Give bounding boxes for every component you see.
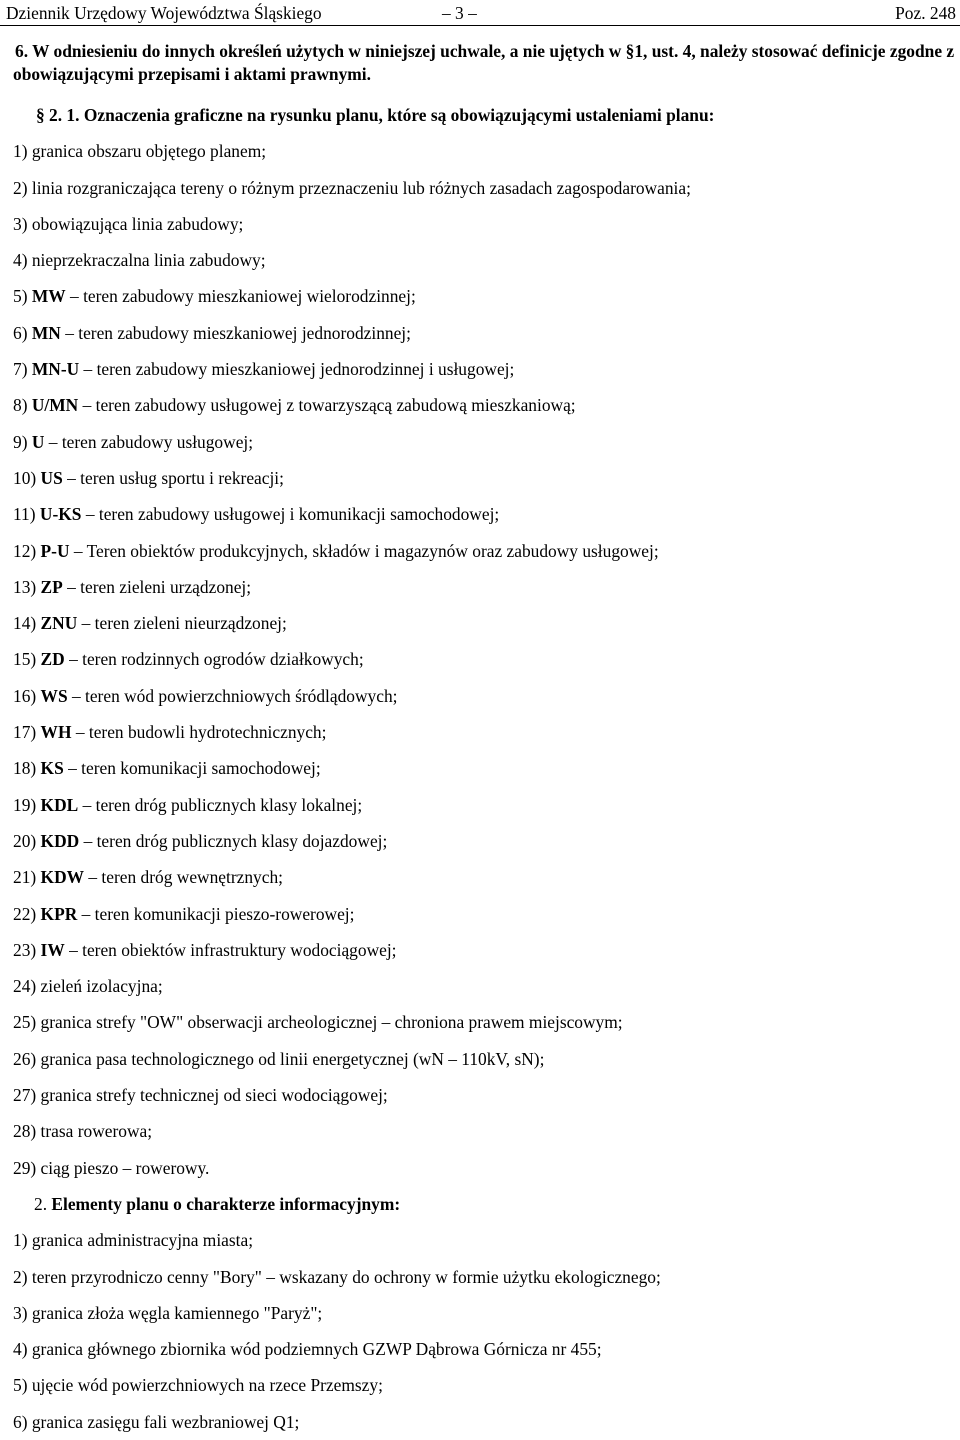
list-item	[13, 678, 960, 714]
item-text: ciąg pieszo – rowerowy.	[40, 1157, 210, 1178]
item-number: 13)	[13, 576, 37, 597]
zone-code: ZNU	[40, 613, 78, 634]
item-number: 11)	[13, 504, 36, 525]
item-number: 8)	[13, 395, 28, 416]
list-item	[13, 278, 960, 314]
item-text: – teren zieleni nieurządzonej;	[81, 613, 287, 634]
item-number: 29)	[13, 1157, 37, 1178]
item-text: ujęcie wód powierzchniowych na rzece Przemszy;	[31, 1375, 383, 1396]
item-text: granica zasięgu fali wezbraniowej Q1;	[31, 1411, 300, 1432]
item-number: 22)	[13, 903, 37, 924]
list-item	[13, 533, 960, 569]
zone-code: KPR	[40, 903, 78, 924]
journal-title: Dziennik Urzędowy Województwa Śląskiego	[6, 3, 322, 23]
zone-code: ZD	[40, 649, 65, 670]
item-text: granica strefy "OW" obserwacji archeologicznej – chroniona prawem miejscowym;	[40, 1012, 623, 1033]
zone-code: KS	[40, 758, 64, 779]
list-item	[13, 1295, 960, 1331]
item-number: 28)	[13, 1121, 37, 1142]
item-text: – teren zieleni urządzonej;	[67, 576, 252, 597]
item-text: obowiązująca linia zabudowy;	[31, 213, 244, 234]
zone-code: U-KS	[39, 504, 82, 525]
section-2-list	[13, 1222, 960, 1440]
list-item	[13, 1404, 960, 1440]
item-number: 5)	[13, 1375, 28, 1396]
list-item	[13, 787, 960, 823]
item-number: 6)	[13, 322, 28, 343]
list-item	[13, 1222, 960, 1258]
zone-code: MW	[31, 286, 66, 307]
item-number: 25)	[13, 1012, 37, 1033]
list-item	[13, 1077, 960, 1113]
item-text: – teren zabudowy mieszkaniowej jednorodzinnej i usługowej;	[83, 359, 515, 380]
list-item	[13, 1150, 960, 1186]
list-item	[13, 424, 960, 460]
zone-code: U/MN	[31, 395, 79, 416]
item-number: 15)	[13, 649, 37, 670]
item-number: 12)	[13, 540, 37, 561]
zone-code: IW	[40, 939, 65, 960]
item-text: linia rozgraniczająca tereny o różnym przeznaczeniu lub różnych zasadach zagospodarowania;	[31, 177, 691, 198]
item-text: – teren komunikacji samochodowej;	[68, 758, 321, 779]
item-number: 2)	[13, 177, 28, 198]
list-item	[13, 351, 960, 387]
zone-code: WH	[40, 722, 72, 743]
item-text: granica głównego zbiornika wód podziemnych GZWP Dąbrowa Górnicza nr 455;	[31, 1339, 602, 1360]
item-number: 27)	[13, 1085, 37, 1106]
item-text: – teren wód powierzchniowych śródlądowych;	[71, 685, 398, 706]
item-number: 5)	[13, 286, 28, 307]
item-number: 20)	[13, 830, 37, 851]
item-number: 23)	[13, 939, 37, 960]
item-text: teren przyrodniczo cenny "Bory" – wskazany do ochrony w formie użytku ekologicznego;	[31, 1266, 661, 1287]
list-item	[13, 1004, 960, 1040]
list-item	[13, 133, 960, 169]
item-text: – Teren obiektów produkcyjnych, składów i magazynów oraz zabudowy usługowej;	[73, 540, 659, 561]
item-text: granica pasa technologicznego od linii energetycznej (wN – 110kV, sN);	[40, 1048, 545, 1069]
section-1-list	[13, 133, 960, 1186]
item-text: – teren obiektów infrastruktury wodociągowej;	[69, 939, 397, 960]
item-text: – teren rodzinnych ogrodów działkowych;	[69, 649, 364, 670]
item-text: – teren zabudowy mieszkaniowej wielorodzinnej;	[70, 286, 416, 307]
item-text: – teren zabudowy mieszkaniowej jednorodzinnej;	[65, 322, 411, 343]
zone-code: WS	[40, 685, 68, 706]
list-item	[13, 315, 960, 351]
item-number: 16)	[13, 685, 37, 706]
item-text: – teren dróg publicznych klasy lokalnej;	[82, 794, 363, 815]
list-item	[13, 1113, 960, 1149]
item-number: 18)	[13, 758, 37, 779]
zone-code: KDW	[40, 867, 85, 888]
item-text: – teren zabudowy usługowej;	[48, 431, 254, 452]
item-text: granica administracyjna miasta;	[31, 1230, 254, 1251]
list-item	[13, 1367, 960, 1403]
item-text: granica strefy technicznej od sieci wodociągowej;	[40, 1085, 388, 1106]
list-item	[13, 460, 960, 496]
item-text: – teren budowli hydrotechnicznych;	[75, 722, 327, 743]
list-item	[13, 641, 960, 677]
position-number: Poz. 248	[895, 3, 956, 23]
item-number: 24)	[13, 976, 37, 997]
zone-code: US	[40, 467, 63, 488]
section-2-number: 2.	[34, 1193, 48, 1214]
item-number: 14)	[13, 613, 37, 634]
list-item	[13, 714, 960, 750]
zone-code: U	[31, 431, 45, 452]
list-item	[13, 387, 960, 423]
list-item	[13, 1331, 960, 1367]
list-item	[13, 859, 960, 895]
zone-code: ZP	[40, 576, 63, 597]
paragraph-6: 6. W odniesieniu do innych określeń użytych w niniejszej uchwale, a nie ujętych w §1, ust. 4, należy stosować definicje zgodne z obowiązującymi przepisami i aktami prawnymi.	[13, 41, 955, 84]
section-2-title: Elementy planu o charakterze informacyjnym:	[51, 1193, 401, 1214]
item-text: – teren komunikacji pieszo-rowerowej;	[81, 903, 355, 924]
zone-code: MN-U	[31, 359, 80, 380]
item-number: 2)	[13, 1266, 28, 1287]
item-text: granica obszaru objętego planem;	[31, 141, 267, 162]
zone-code: KDL	[40, 794, 79, 815]
section-1-heading: § 2. 1. Oznaczenia graficzne na rysunku planu, które są obowiązującymi ustaleniami planu:	[36, 105, 715, 125]
list-item	[13, 605, 960, 641]
item-number: 10)	[13, 467, 37, 488]
list-item	[13, 496, 960, 532]
item-text: – teren zabudowy usługowej i komunikacji samochodowej;	[85, 504, 500, 525]
item-number: 7)	[13, 359, 28, 380]
section-2-heading	[13, 1186, 960, 1222]
page-number: – 3 –	[442, 3, 477, 23]
item-text: granica złoża węgla kamiennego "Paryż";	[31, 1302, 323, 1323]
list-item	[13, 750, 960, 786]
item-text: – teren usług sportu i rekreacji;	[67, 467, 284, 488]
zone-code: KDD	[40, 830, 80, 851]
item-number: 9)	[13, 431, 28, 452]
document-body	[13, 40, 960, 1440]
item-number: 6)	[13, 1411, 28, 1432]
item-number: 3)	[13, 1302, 28, 1323]
item-number: 4)	[13, 1339, 28, 1360]
list-item	[13, 932, 960, 968]
list-item	[13, 968, 960, 1004]
zone-code: P-U	[40, 540, 70, 561]
item-number: 19)	[13, 794, 37, 815]
zone-code: MN	[31, 322, 61, 343]
list-item	[13, 206, 960, 242]
list-item	[13, 569, 960, 605]
item-number: 17)	[13, 722, 37, 743]
item-text: zieleń izolacyjna;	[40, 976, 163, 997]
list-item	[13, 1259, 960, 1295]
item-number: 3)	[13, 213, 28, 234]
list-item	[13, 823, 960, 859]
list-item	[13, 242, 960, 278]
item-text: – teren dróg wewnętrznych;	[88, 867, 283, 888]
list-item	[13, 896, 960, 932]
item-text: trasa rowerowa;	[40, 1121, 153, 1142]
item-number: 1)	[13, 141, 28, 162]
list-item	[13, 170, 960, 206]
item-text: – teren zabudowy usługowej z towarzyszącą zabudową mieszkaniową;	[82, 395, 576, 416]
page-header	[0, 0, 960, 26]
list-item	[13, 1041, 960, 1077]
item-text: nieprzekraczalna linia zabudowy;	[31, 250, 266, 271]
item-number: 4)	[13, 250, 28, 271]
item-number: 1)	[13, 1230, 28, 1251]
item-text: – teren dróg publicznych klasy dojazdowej;	[83, 830, 388, 851]
item-number: 21)	[13, 867, 37, 888]
item-number: 26)	[13, 1048, 37, 1069]
